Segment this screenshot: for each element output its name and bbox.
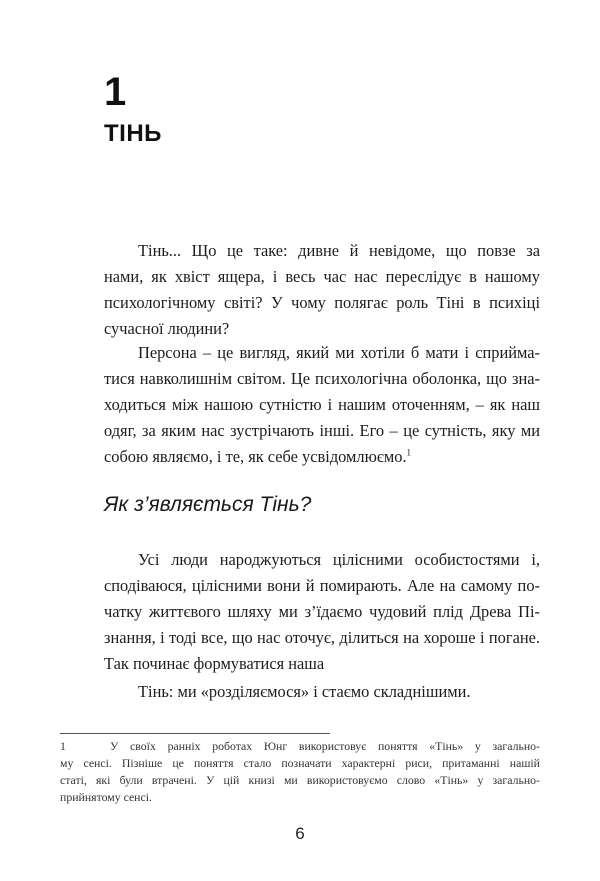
footnote-line: му сенсі. Пізніше це поняття стало позначати характерні риси, притаманні нашій	[60, 756, 540, 770]
footnote-number: 1	[60, 739, 66, 753]
text-line: Персона – це вигляд, який ми хотіли б мати і сприйма-	[138, 343, 540, 362]
footnote-line: статі, які були втрачені. У цій книзі ми використовуємо слово «Тінь» у загально-	[60, 773, 540, 787]
footnote-text: У своїх ранніх роботах Юнг використовує поняття «Тінь» у загально-	[110, 739, 540, 753]
footnote-divider	[60, 733, 330, 734]
text-line: нами, як хвіст ящера, і весь час нас переслідує в нашому	[104, 267, 540, 286]
text-line: Тінь... Що це таке: дивне й невідоме, що повзе за	[138, 241, 540, 260]
footnote-line: прийнятому сенсі.	[60, 790, 152, 804]
text-line: сучасної людини?	[104, 319, 230, 338]
text-line: Усі люди народжуються цілісними особистостями і,	[138, 550, 540, 569]
text-line: знання, і тоді все, що нас оточує, ділиться на хороше і погане.	[104, 628, 540, 647]
text-line: Тінь: ми «розділяємося» і стаємо складнішими.	[138, 682, 471, 701]
text-line: одяг, за яким нас зустрічають інші. Его – це сутність, яку ми	[104, 421, 540, 440]
paragraph-section-1	[104, 547, 540, 677]
text-line: ходиться між нашою сутністю і нашим оточенням, – як наш	[104, 395, 540, 414]
text-line: чатку життєвого шляху ми з’їдаємо чудовий плід Древа Пі-	[104, 602, 540, 621]
text-line	[104, 444, 540, 470]
paragraph-intro-2	[104, 340, 540, 470]
footnote	[60, 738, 540, 806]
text-line: психологічному світі? У чому полягає роль Тіні в психіці	[104, 293, 540, 312]
section-heading: Як з’являється Тінь?	[104, 493, 312, 516]
paragraph-section-2	[104, 679, 540, 705]
chapter-title: ТІНЬ	[104, 120, 162, 147]
footnote-reference: 1	[406, 447, 412, 458]
text-line-content: собою являємо, і те, як себе усвідомлюємо.	[104, 447, 407, 466]
text-line: Так починає формуватися наша	[104, 654, 325, 673]
chapter-number: 1	[104, 70, 127, 114]
page-number: 6	[295, 824, 305, 843]
footnote-line	[60, 738, 540, 755]
paragraph-intro-1	[104, 238, 540, 342]
text-line: тися навколишнім світом. Це психологічна оболонка, що зна-	[104, 369, 540, 388]
text-line: сподіваюся, цілісними вони й помирають. Але на самому по-	[104, 576, 540, 595]
